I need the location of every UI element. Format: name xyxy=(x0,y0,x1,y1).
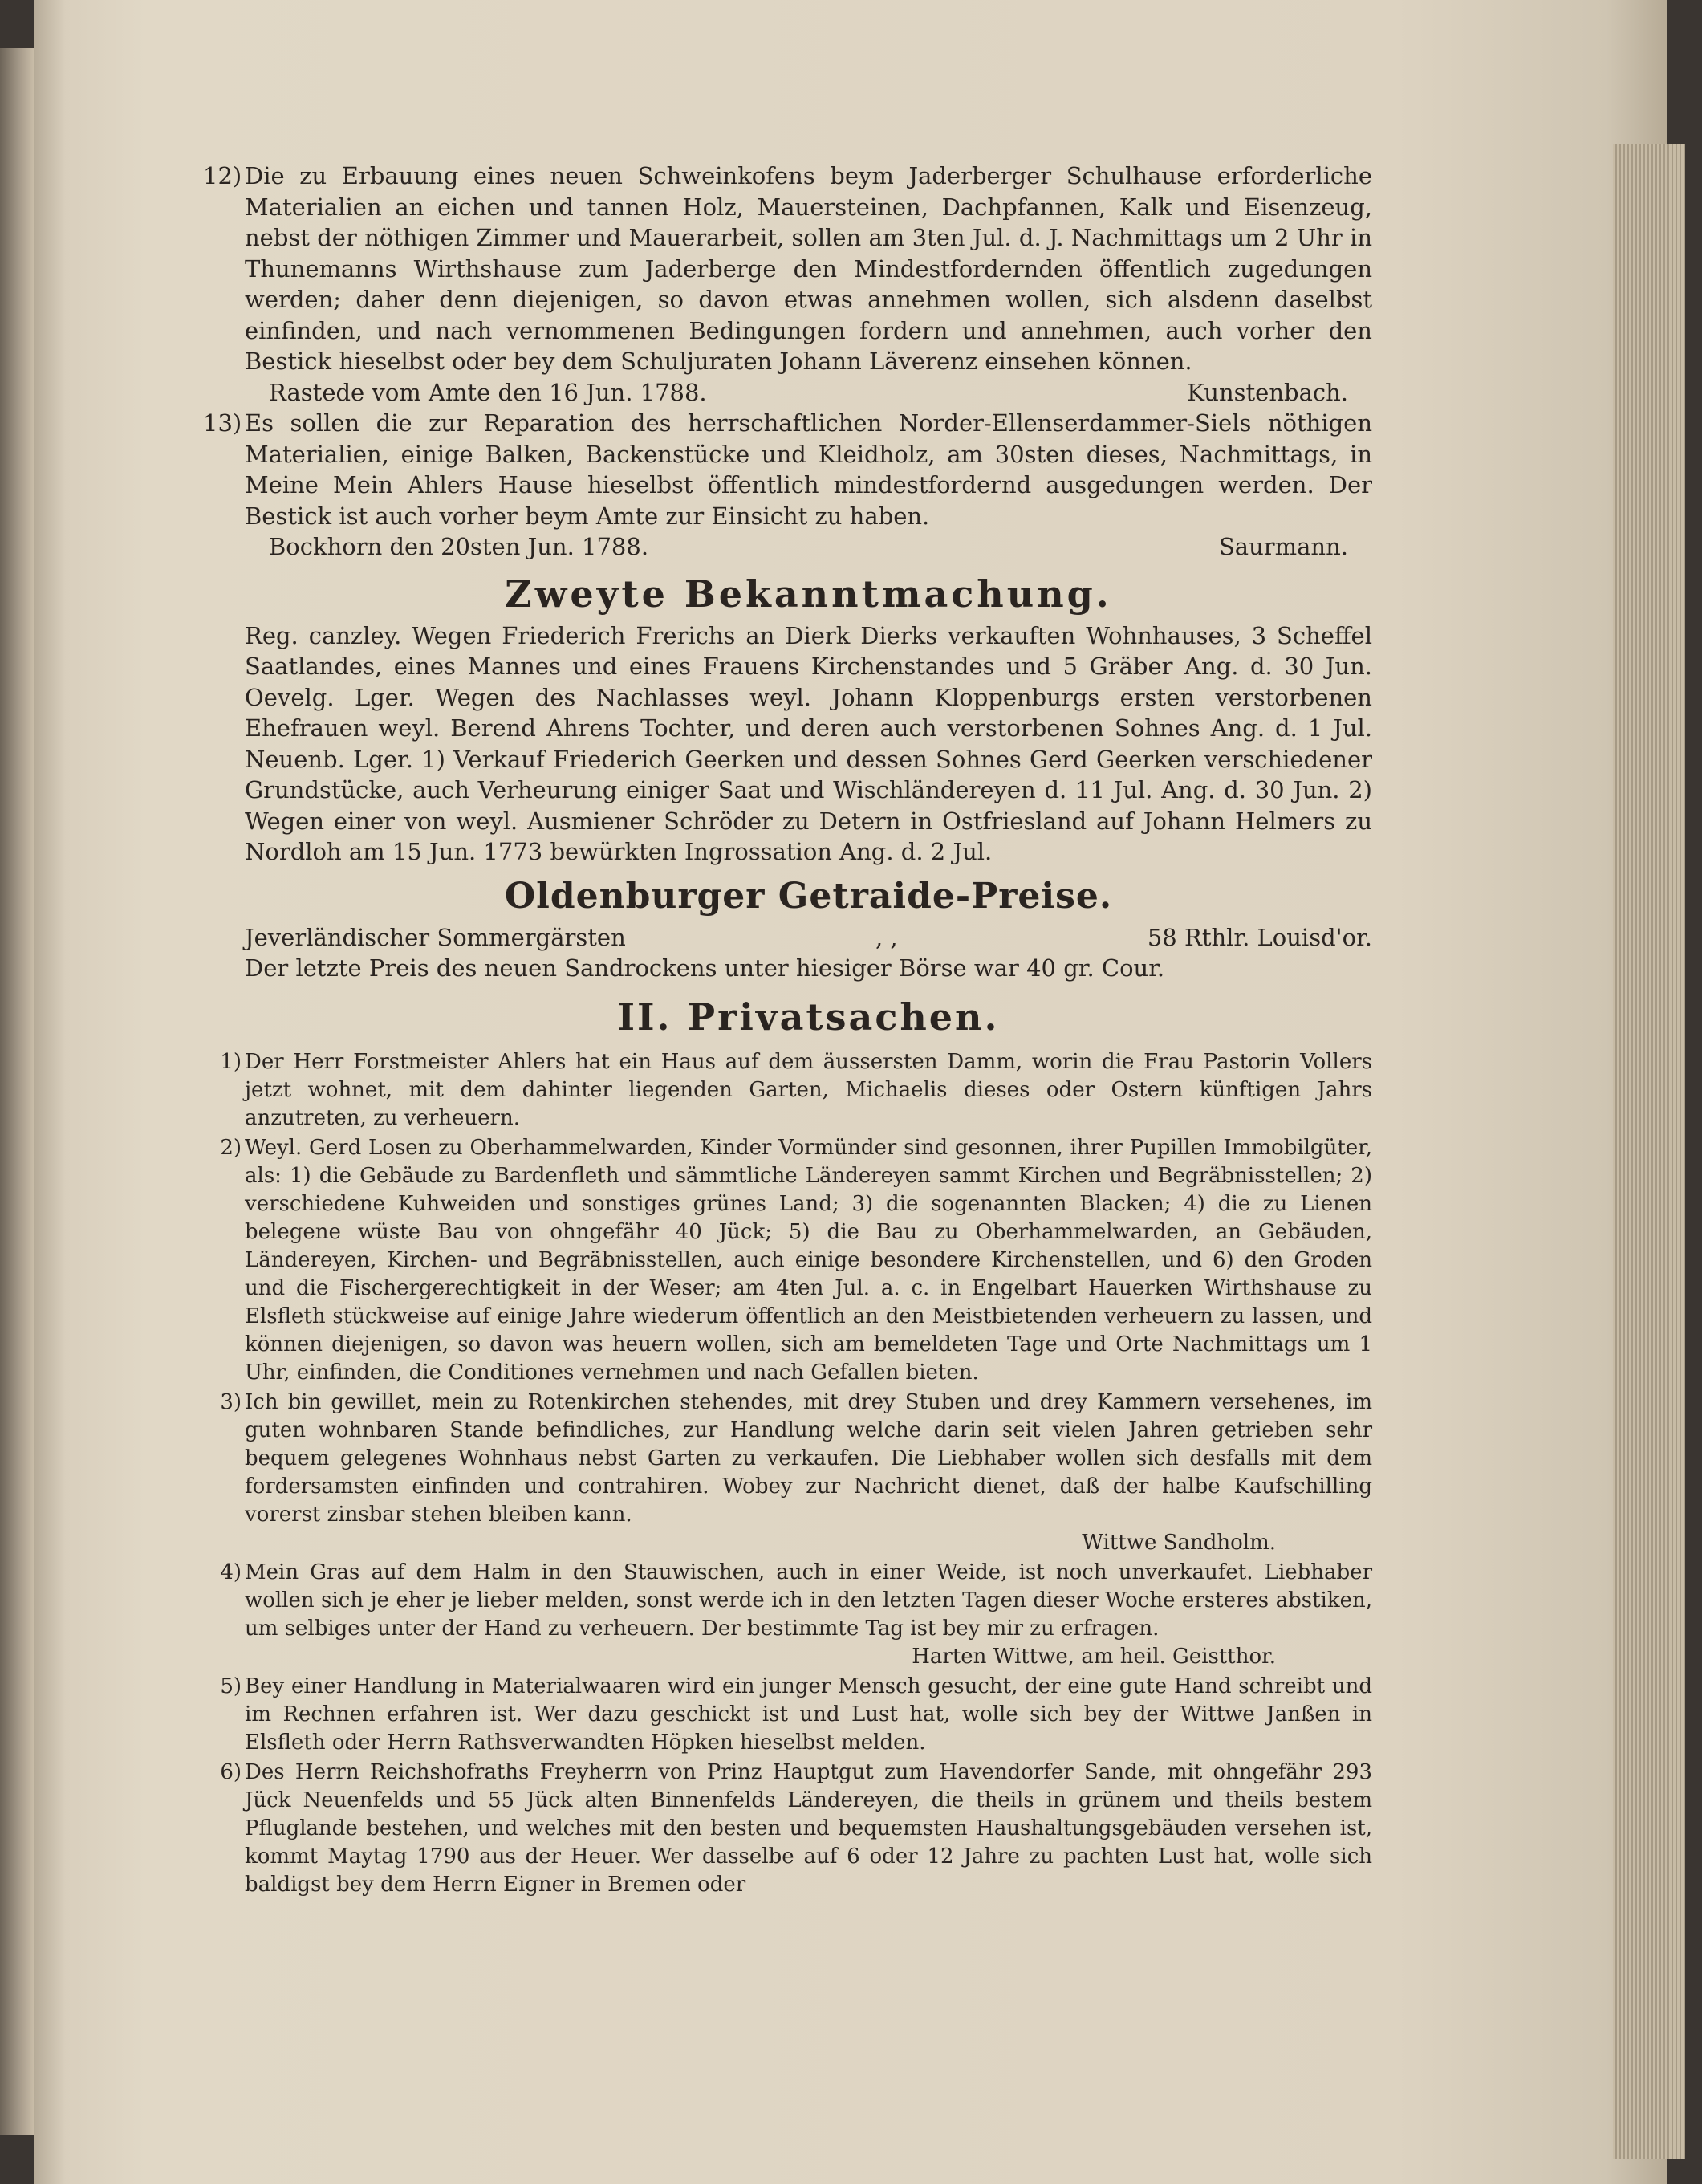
item-text: Weyl. Gerd Losen zu Oberhammelwarden, Kinder Vormünder sind gesonnen, ihrer Pupillen Immobilgüter, als: 1) die Gebäude zu Bardenfleth und sämmtliche Ländereyen sammt Kirchen und Begräbnisstellen; 2) verschiedene Kuhweiden und sonstiges grünes Land; 3) die sogenannten Blacken; 4) die zu Lienen belegene wüste Bau von ohngefähr 40 Jück; 5) die Bau zu Oberhammelwarden, an Gebäuden, Ländereyen, Kirchen- und Begräbnisstellen, auch einige besondere Kirchenstellen, und 6) den Groden und die Fischergerechtigkeit in der Weser; am 4ten Jul. a. c. in Engelbart Hauerken Wirthshause zu Elsfleth stückweise auf einige Jahre wiederum öffentlich an den Meistbietenden verheuern zu lassen, und können diejenigen, so davon was heuern wollen, sich am bemeldeten Tage und Orte Nachmittags um 1 Uhr, einfinden, die Conditiones vernehmen und nach Gefallen bieten. xyxy=(245,1135,1372,1385)
page-stack-edges xyxy=(1613,144,1685,2159)
item-signature: Wittwe Sandholm. xyxy=(1082,1530,1276,1555)
notice-number: 12) xyxy=(203,162,242,189)
item-signature: Harten Wittwe, am heil. Geistthor. xyxy=(912,1644,1276,1669)
notice-text: Es sollen die zur Reparation des herrschaftlichen Norder-Ellenserdammer-Siels nöthigen Materialien, einige Balken, Backenstücke und Kleidholz, am 30sten dieses, Nachmittags, in Meine Mein Ahlers Hause hieselbst öffentlich mindestfordernd ausgedungen werden. Der Bestick ist auch vorher beym Amte zur Einsicht zu haben. xyxy=(245,409,1372,530)
item-text: Ich bin gewillet, mein zu Rotenkirchen stehendes, mit drey Stuben und drey Kammern versehenes, im guten wohnbaren Stande befindliches, zur Handlung welche darin seit vielen Jahren getrieben sehr bequem gelegenes Wohnhaus nebst Garten zu verkaufen. Die Liebhaber wollen sich desfalls mit dem fordersamsten einfinden und contrahiren. Wobey zur Nachricht dienet, daß der halbe Kaufschilling vorerst zinsbar stehen bleiben kann. xyxy=(245,1389,1372,1527)
private-items xyxy=(220,1048,1372,1899)
notice-signature: Saurmann. xyxy=(1218,533,1348,560)
item-text: Bey einer Handlung in Materialwaaren wird ein junger Mensch gesucht, der eine gute Hand schreibt und im Rechnen erfahren ist. Wer dazu geschickt ist und Lust hat, wolle sich bey der Wittwe Janßen in Elsfleth oder Herrn Rathsverwandten Höpken hieselbst melden. xyxy=(245,1674,1372,1755)
second-notice-heading: Zweyte Bekanntmachung. xyxy=(505,571,1112,616)
notice-signature-line xyxy=(245,377,1372,409)
price-dots: , , xyxy=(875,923,898,951)
notice-number: 13) xyxy=(203,409,242,437)
notice-place-date: Bockhorn den 20sten Jun. 1788. xyxy=(269,533,649,560)
private-item-5 xyxy=(220,1673,1372,1757)
notice-signature: Kunstenbach. xyxy=(1187,378,1348,406)
notice-12 xyxy=(203,161,1372,408)
private-item-4 xyxy=(220,1559,1372,1671)
page-content xyxy=(203,161,1372,1901)
item-number: 5) xyxy=(220,1674,242,1698)
item-number: 3) xyxy=(220,1389,242,1414)
item-number: 4) xyxy=(220,1560,242,1584)
item-number: 6) xyxy=(220,1759,242,1784)
item-text: Der Herr Forstmeister Ahlers hat ein Haus auf dem äussersten Damm, worin die Frau Pastorin Vollers jetzt wohnet, mit dem dahinter liegenden Garten, Michaelis dieses oder Ostern künftigen Jahrs anzutreten, zu verheuern. xyxy=(245,1049,1372,1130)
price-row-sommergarsten xyxy=(245,922,1372,954)
private-item-2 xyxy=(220,1134,1372,1387)
item-number: 1) xyxy=(220,1049,242,1074)
item-number: 2) xyxy=(220,1135,242,1160)
item-text: Mein Gras auf dem Halm in den Stauwischen, auch in einer Weide, ist noch unverkaufet. Liebhaber wollen sich je eher je lieber melden, sonst werde ich in den letzten Tagen dieser Woche ersteres abstiken, um selbiges unter der Hand zu verheuern. Der bestimmte Tag ist bey mir zu erfragen. xyxy=(245,1560,1372,1641)
private-item-1 xyxy=(220,1048,1372,1133)
private-item-3 xyxy=(220,1389,1372,1557)
second-notice-text: Reg. canzley. Wegen Friederich Frerichs an Dierk Dierks verkauften Wohnhauses, 3 Scheffel Saatlandes, eines Mannes und eines Frauens Kirchenstandes und 5 Gräber Ang. d. 30 Jun. Oevelg. Lger. Wegen des Nachlasses weyl. Johann Kloppenburgs ersten verstorbenen Ehefrauen weyl. Berend Ahrens Tochter, und deren auch verstorbenen Sohnes Ang. d. 1 Jul. Neuenb. Lger. 1) Verkauf Friederich Geerken und dessen Sohnes Gerd Geerken verschiedener Grundstücke, auch Verheurung einiger Saat und Wischländereyen d. 11 Jul. Ang. d. 30 Jun. 2) Wegen einer von weyl. Ausmiener Schröder zu Detern in Ostfriesland auf Johann Helmers zu Nordloh am 15 Jun. 1773 bewürkten Ingrossation Ang. d. 2 Jul. xyxy=(245,621,1372,865)
prices-heading: Oldenburger Getraide-Preise. xyxy=(504,875,1113,917)
notice-signature-line xyxy=(245,531,1372,563)
private-item-6 xyxy=(220,1759,1372,1899)
price-label: Jeverländischer Sommergärsten xyxy=(245,923,626,951)
notice-place-date: Rastede vom Amte den 16 Jun. 1788. xyxy=(269,378,707,406)
price-row-sandrocken: Der letzte Preis des neuen Sandrockens unter hiesiger Börse war 40 gr. Cour. xyxy=(245,954,1165,982)
notice-13 xyxy=(203,408,1372,563)
price-value: 58 Rthlr. Louisd'or. xyxy=(1147,923,1372,951)
notice-text: Die zu Erbauung eines neuen Schweinkofens beym Jaderberger Schulhause erforderliche Materialien an eichen und tannen Holz, Mauersteinen, Dachpfannen, Kalk und Eisenzeug, nebst der nöthigen Zimmer und Mauerarbeit, sollen am 3ten Jul. d. J. Nachmittags um 2 Uhr in Thunemanns Wirthshause zum Jaderberge den Mindestfordernden öffentlich zugedungen werden; daher denn diejenigen, so davon etwas annehmen wollen, sich alsdenn daselbst einfinden, und nach vernommenen Bedingungen fordern und annehmen, auch vorher den Bestick hieselbst oder bey dem Schuljuraten Johann Läverenz einsehen können. xyxy=(245,162,1372,375)
left-page-edge xyxy=(0,48,34,2135)
private-heading: II. Privatsachen. xyxy=(617,994,1000,1039)
item-text: Des Herrn Reichshofraths Freyherrn von Prinz Hauptgut zum Havendorfer Sande, mit ohngefähr 293 Jück Neuenfelds und 55 Jück alten Binnenfelds Ländereyen, die theils in grünem und theils bestem Pfluglande bestehen, und welches mit den besten und bequemsten Haushaltungsgebäuden versehen ist, kommt Maytag 1790 aus der Heuer. Wer dasselbe auf 6 oder 12 Jahre zu pachten Lust hat, wolle sich baldigst bey dem Herrn Eigner in Bremen oder xyxy=(245,1759,1372,1897)
